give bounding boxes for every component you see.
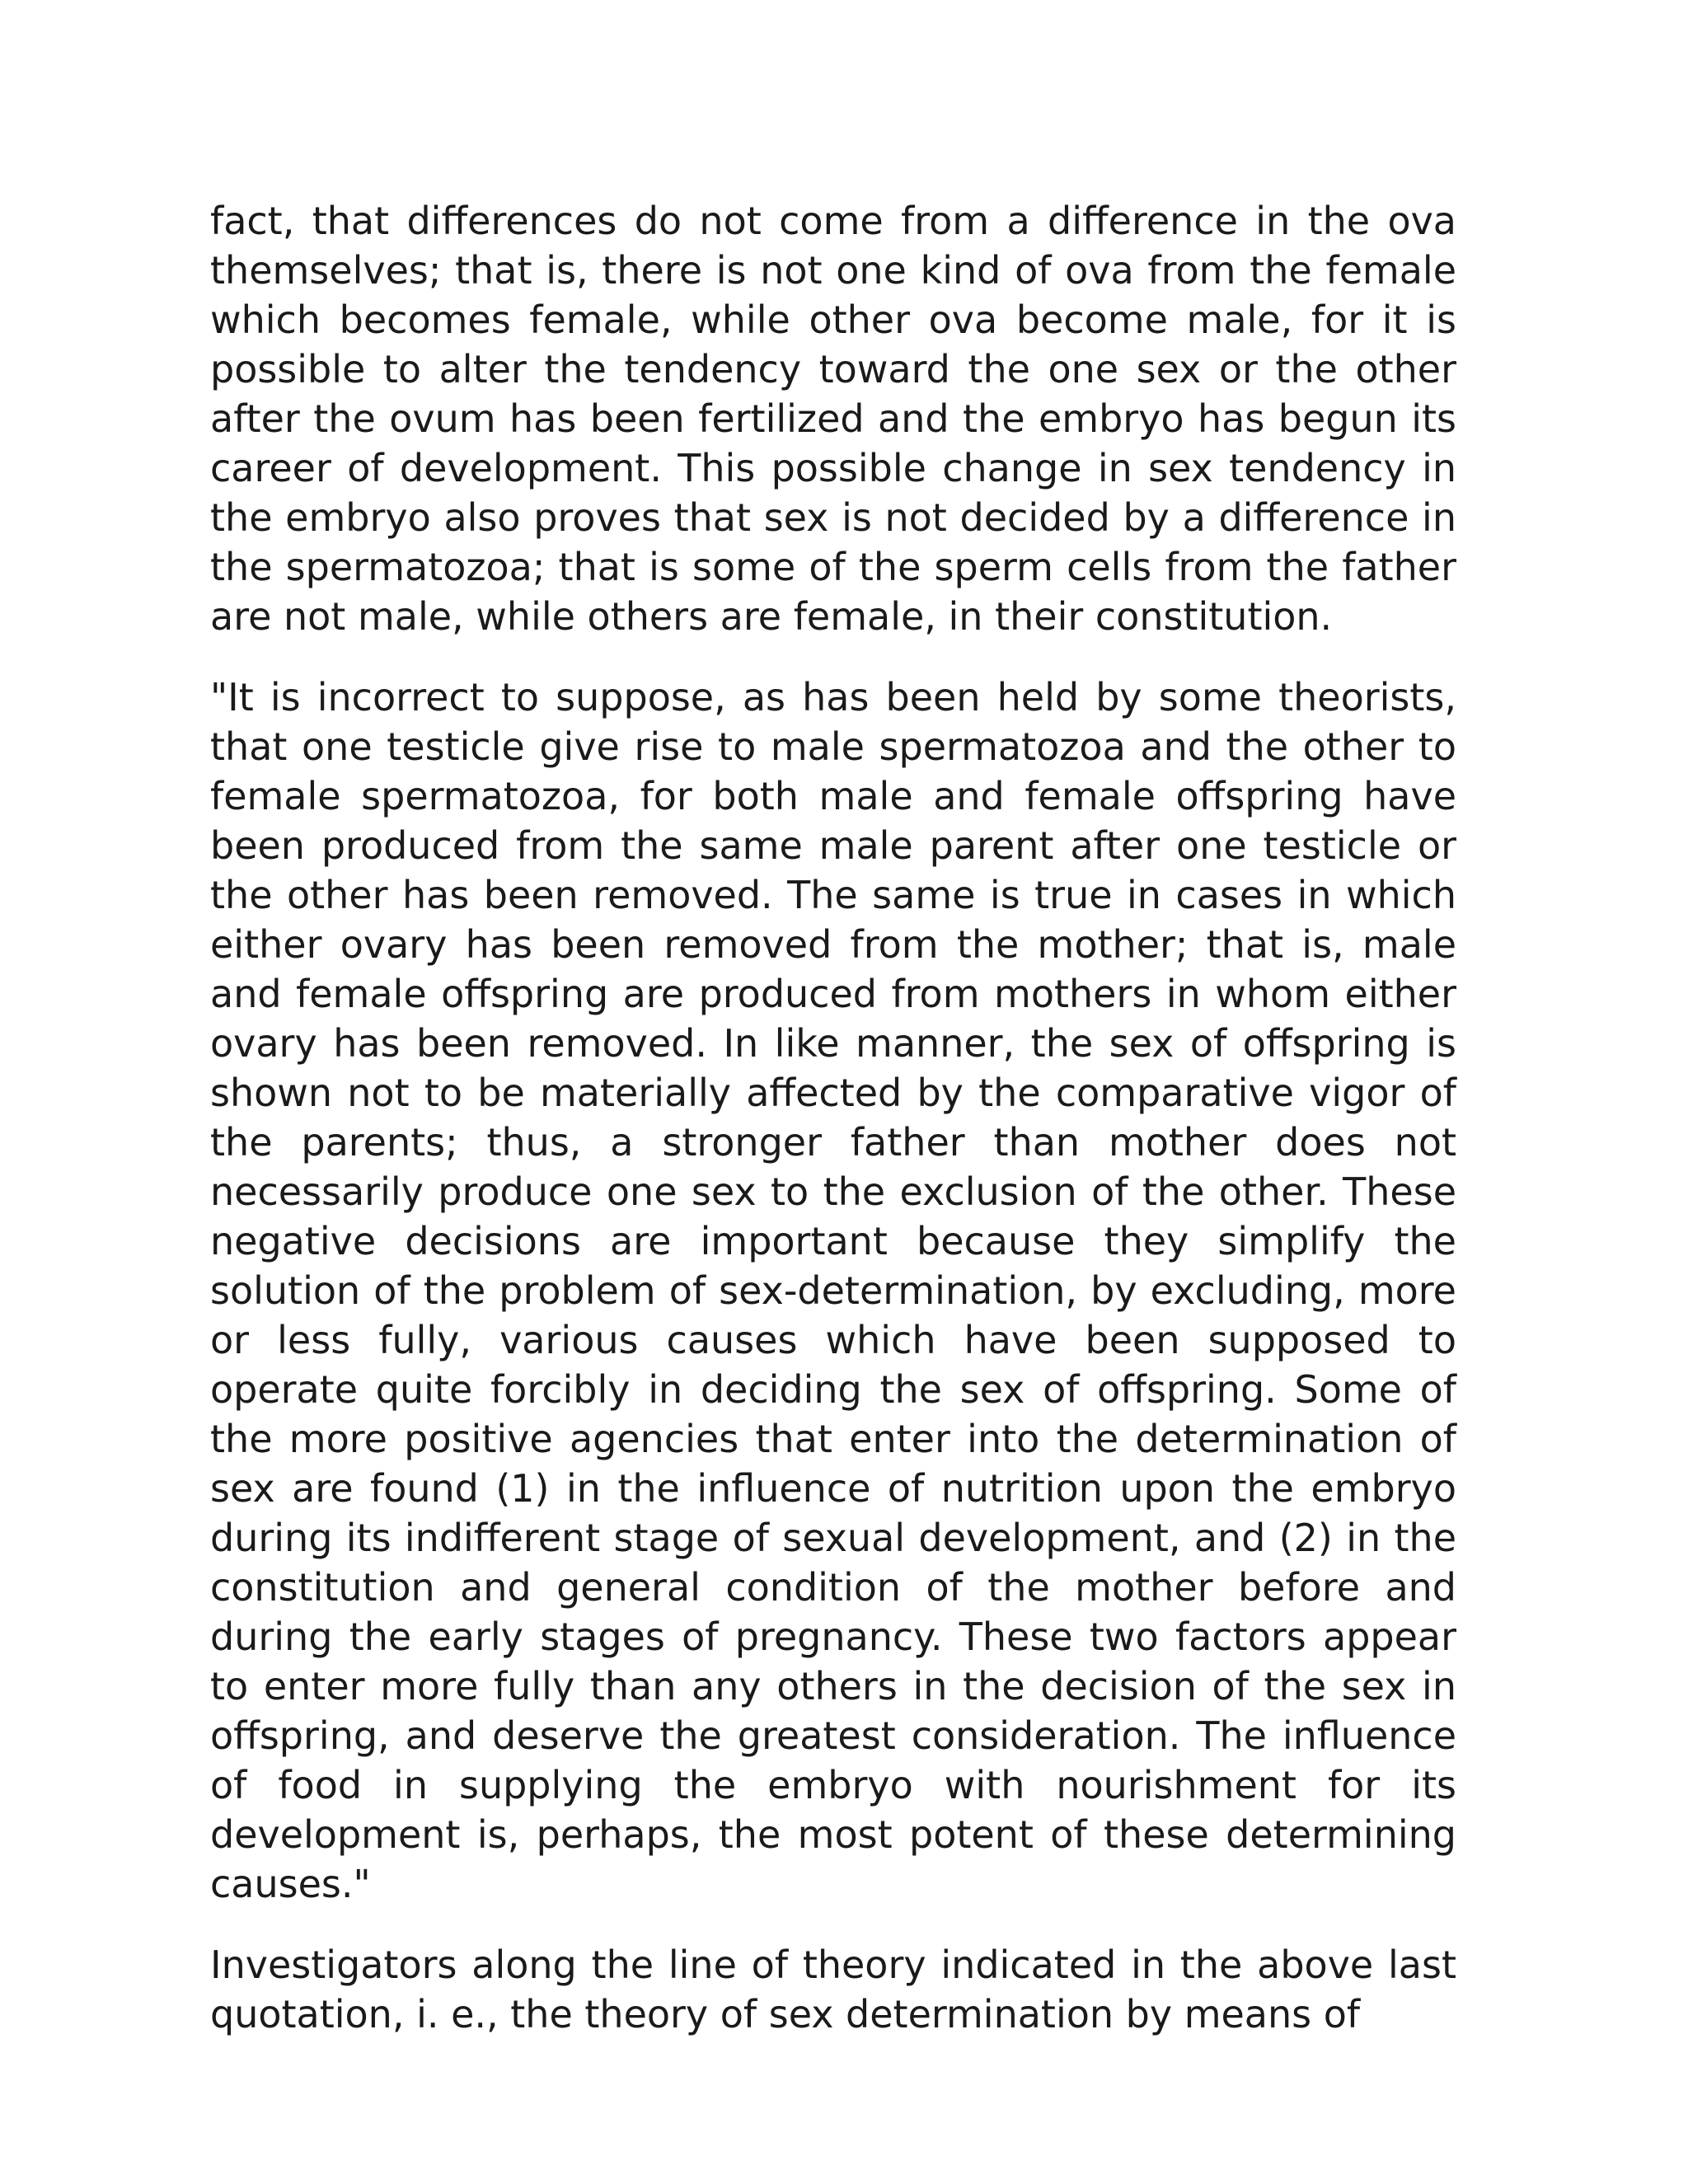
paragraph-1: fact, that differences do not come from a difference in the ova themselves; that is, there is not one kind of ova from the female which becomes female, while other ova become male, for it is possible to alter the tendency toward the one sex or the other after the ovum has been fertilized and the embryo has begun its career of development. This possible change in sex tendency in the embryo also proves that sex is not decided by a difference in the spermatozoa; that is some of the sperm cells from the father are not male, while others are female, in their constitution. xyxy=(210,199,1456,639)
paragraph-3: Investigators along the line of theory indicated in the above last quotation, i. e., the theory of sex determination by means of xyxy=(210,1943,1456,2036)
document-page xyxy=(210,196,1456,2039)
paragraph-2: "It is incorrect to suppose, as has been held by some theorists, that one testicle give rise to male spermatozoa and the other to female spermatozoa, for both male and female offspring have been produced from the same male parent after one testicle or the other has been removed. The same is true in cases in which either ovary has been removed from the mother; that is, male and female offspring are produced from mothers in whom either ovary has been removed. In like manner, the sex of offspring is shown not to be materially affected by the comparative vigor of the parents; thus, a stronger father than mother does not necessarily produce one sex to the exclusion of the other. These negative decisions are important because they simplify the solution of the problem of sex-determination, by excluding, more or less fully, various causes which have been supposed to operate quite forcibly in deciding the sex of offspring. Some of the more positive agencies that enter into the determination of sex are found (1) in the influence of nutrition upon the embryo during its indifferent stage of sexual development, and (2) in the constitution and general condition of the mother before and during the early stages of pregnancy. These two factors appear to enter more fully than any others in the decision of the sex in offspring, and deserve the greatest consideration. The influence of food in supplying the embryo with nourishment for its development is, perhaps, the most potent of these determining causes." xyxy=(210,675,1456,1906)
